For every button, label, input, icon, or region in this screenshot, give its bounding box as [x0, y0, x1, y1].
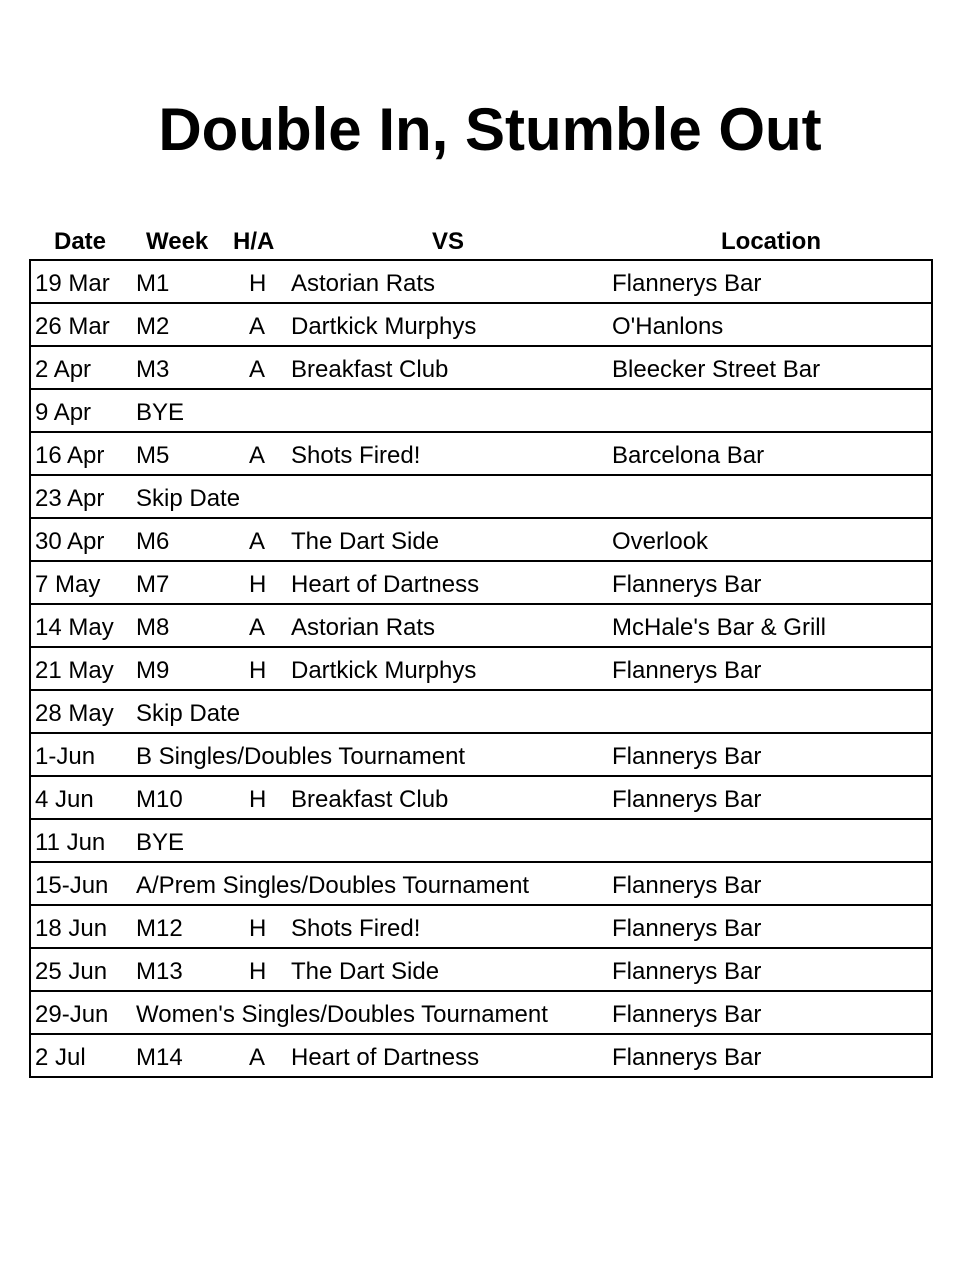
opponent-cell: Dartkick Murphys [291, 657, 477, 684]
date-cell: 25 Jun [35, 958, 108, 985]
location-cell: Overlook [612, 528, 709, 555]
table-row [31, 605, 931, 648]
date-cell: 7 May [35, 571, 101, 598]
table-row [31, 691, 931, 734]
table-row [31, 734, 931, 777]
schedule-table [29, 259, 933, 1078]
location-cell: Flannerys Bar [612, 786, 762, 813]
location-cell: Flannerys Bar [612, 958, 762, 985]
table-row [31, 347, 931, 390]
date-cell: 19 Mar [35, 270, 110, 297]
week-cell: M3 [136, 356, 170, 383]
location-cell: Bleecker Street Bar [612, 356, 821, 383]
week-cell: Skip Date [136, 485, 241, 512]
location-cell: Flannerys Bar [612, 743, 762, 770]
week-cell: M9 [136, 657, 170, 684]
home-away-cell: H [249, 958, 267, 985]
location-cell: O'Hanlons [612, 313, 724, 340]
location-cell: Flannerys Bar [612, 270, 762, 297]
home-away-cell: H [249, 270, 267, 297]
opponent-cell: The Dart Side [291, 528, 440, 555]
table-row [31, 519, 931, 562]
table-row [31, 906, 931, 949]
date-cell: 15-Jun [35, 872, 109, 899]
opponent-cell: Astorian Rats [291, 270, 436, 297]
date-cell: 29-Jun [35, 1001, 109, 1028]
date-cell: 11 Jun [35, 829, 106, 856]
date-cell: 28 May [35, 700, 114, 727]
table-row [31, 777, 931, 820]
table-row [31, 476, 931, 519]
week-cell: M2 [136, 313, 170, 340]
week-cell: M5 [136, 442, 170, 469]
week-cell: Skip Date [136, 700, 241, 727]
date-cell: 2 Apr [35, 356, 92, 383]
location-cell: Flannerys Bar [612, 571, 762, 598]
table-row [31, 261, 931, 304]
date-cell: 18 Jun [35, 915, 108, 942]
home-away-cell: H [249, 571, 267, 598]
week-cell: M14 [136, 1044, 183, 1071]
date-cell: 30 Apr [35, 528, 105, 555]
week-cell: B Singles/Doubles Tournament [136, 743, 466, 770]
home-away-cell: A [249, 356, 266, 383]
week-cell: BYE [136, 399, 185, 426]
opponent-cell: Shots Fired! [291, 442, 421, 469]
header-location: Location [721, 228, 821, 255]
week-cell: A/Prem Singles/Doubles Tournament [136, 872, 530, 899]
date-cell: 21 May [35, 657, 114, 684]
location-cell: Flannerys Bar [612, 1001, 762, 1028]
header-ha: H/A [233, 228, 275, 255]
table-row [31, 390, 931, 433]
week-cell: M12 [136, 915, 183, 942]
table-row [31, 648, 931, 691]
date-cell: 16 Apr [35, 442, 105, 469]
page-title: Double In, Stumble Out [158, 96, 822, 163]
opponent-cell: Breakfast Club [291, 786, 449, 813]
location-cell: Flannerys Bar [612, 872, 762, 899]
week-cell: M10 [136, 786, 183, 813]
opponent-cell: Heart of Dartness [291, 1044, 480, 1071]
location-cell: Flannerys Bar [612, 1044, 762, 1071]
home-away-cell: H [249, 915, 267, 942]
week-cell: BYE [136, 829, 185, 856]
week-cell: M8 [136, 614, 170, 641]
table-row [31, 433, 931, 476]
table-row [31, 1035, 931, 1078]
date-cell: 14 May [35, 614, 114, 641]
table-row [31, 992, 931, 1035]
week-cell: Women's Singles/Doubles Tournament [136, 1001, 548, 1028]
date-cell: 23 Apr [35, 485, 105, 512]
date-cell: 2 Jul [35, 1044, 86, 1071]
home-away-cell: A [249, 614, 266, 641]
location-cell: Barcelona Bar [612, 442, 765, 469]
date-cell: 9 Apr [35, 399, 92, 426]
header-date: Date [54, 228, 107, 255]
opponent-cell: Shots Fired! [291, 915, 421, 942]
table-row [31, 820, 931, 863]
header-vs: VS [432, 228, 465, 255]
home-away-cell: A [249, 442, 266, 469]
opponent-cell: Breakfast Club [291, 356, 449, 383]
home-away-cell: A [249, 1044, 266, 1071]
table-row [31, 304, 931, 347]
date-cell: 4 Jun [35, 786, 94, 813]
table-row [31, 949, 931, 992]
header-week: Week [146, 228, 209, 255]
table-row [31, 863, 931, 906]
table-row [31, 562, 931, 605]
home-away-cell: H [249, 657, 267, 684]
week-cell: M6 [136, 528, 170, 555]
location-cell: McHale's Bar & Grill [612, 614, 826, 641]
home-away-cell: A [249, 313, 266, 340]
home-away-cell: H [249, 786, 267, 813]
date-cell: 26 Mar [35, 313, 110, 340]
week-cell: M7 [136, 571, 170, 598]
home-away-cell: A [249, 528, 266, 555]
week-cell: M13 [136, 958, 183, 985]
opponent-cell: The Dart Side [291, 958, 440, 985]
week-cell: M1 [136, 270, 170, 297]
location-cell: Flannerys Bar [612, 657, 762, 684]
location-cell: Flannerys Bar [612, 915, 762, 942]
date-cell: 1-Jun [35, 743, 96, 770]
opponent-cell: Heart of Dartness [291, 571, 480, 598]
opponent-cell: Astorian Rats [291, 614, 436, 641]
opponent-cell: Dartkick Murphys [291, 313, 477, 340]
